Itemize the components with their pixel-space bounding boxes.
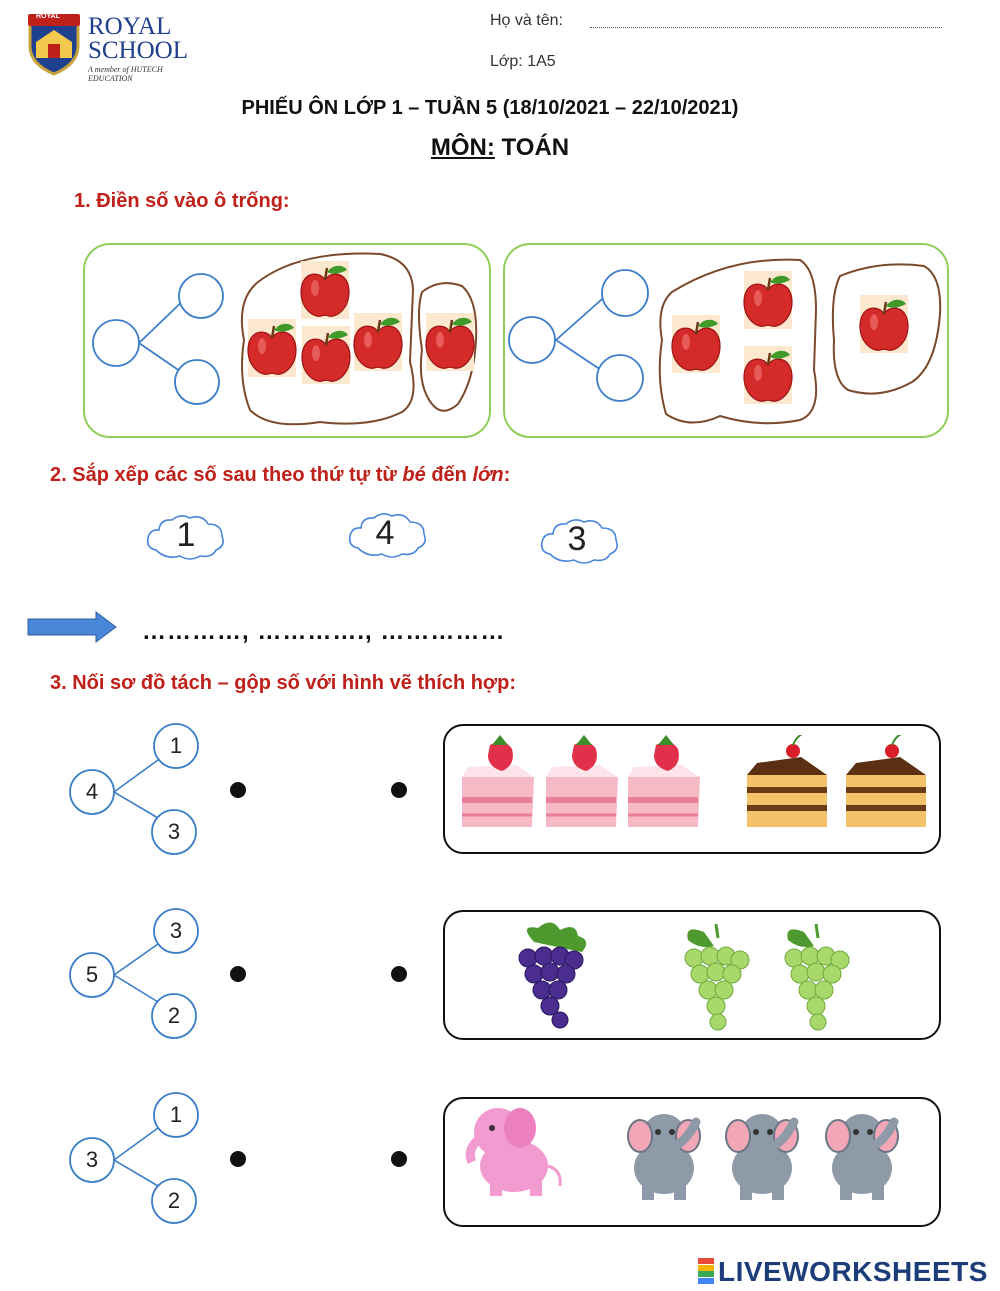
q3-d1-part-b: 3 bbox=[167, 819, 181, 844]
q2-word-large: lớn bbox=[472, 464, 504, 486]
q3-d1-part-a: 1 bbox=[169, 733, 183, 758]
q3-picture-3 bbox=[450, 1104, 935, 1220]
strawberry-cake-icon bbox=[546, 735, 618, 827]
grey-elephant-icon bbox=[826, 1114, 898, 1200]
logo-subtitle: A member of HUTECH EDUCATION bbox=[88, 65, 163, 83]
logo-line1: ROYAL bbox=[88, 13, 172, 40]
q2-number-1: 1 bbox=[176, 516, 196, 554]
q2-word-small: bé bbox=[402, 464, 426, 486]
q3-right-dot-2[interactable] bbox=[391, 966, 407, 982]
strawberry-cake-icon bbox=[462, 735, 534, 827]
grey-elephant-icon bbox=[726, 1114, 798, 1200]
q3-d3-part-a: 1 bbox=[169, 1102, 183, 1127]
q2-title: 2. Sắp xếp các số sau theo thứ tự từ bé đến lớn: bbox=[50, 464, 511, 486]
q3-d3-part-b: 2 bbox=[167, 1188, 181, 1213]
logo-badge-text: ROYAL bbox=[36, 13, 60, 20]
q3-d2-part-a: 3 bbox=[169, 918, 183, 943]
chocolate-cake-icon bbox=[747, 735, 827, 827]
q3-title: 3. Nối sơ đồ tách – gộp số với hình vẽ thích hợp: bbox=[50, 672, 517, 694]
subject-label: MÔN: bbox=[430, 134, 495, 161]
logo-line2: SCHOOL bbox=[88, 37, 189, 64]
q3-left-dot-3[interactable] bbox=[230, 1151, 246, 1167]
q2-number-3: 3 bbox=[567, 520, 587, 558]
q3-left-dot-2[interactable] bbox=[230, 966, 246, 982]
q2-answer-field[interactable]: …………, …………., …………… bbox=[142, 618, 506, 645]
green-grapes-icon bbox=[685, 924, 749, 1030]
q3-d2-whole: 5 bbox=[85, 962, 99, 987]
pink-elephant-icon bbox=[470, 1108, 560, 1196]
q3-left-dot-1[interactable] bbox=[230, 782, 246, 798]
strawberry-cake-icon bbox=[628, 735, 700, 827]
q1-title: 1. Điền số vào ô trống: bbox=[74, 190, 290, 212]
green-grapes-icon bbox=[785, 924, 849, 1030]
q3-d2-part-b: 2 bbox=[167, 1003, 181, 1028]
q3-picture-2 bbox=[450, 918, 935, 1034]
q3-right-dot-3[interactable] bbox=[391, 1151, 407, 1167]
q3-picture-1 bbox=[450, 735, 935, 845]
subject-value: TOÁN bbox=[501, 134, 570, 161]
q2-number-2: 4 bbox=[375, 514, 395, 552]
chocolate-cake-icon bbox=[846, 735, 926, 827]
q3-d1-whole: 4 bbox=[85, 779, 99, 804]
class-label: Lớp: 1A5 bbox=[490, 53, 556, 70]
name-label: Họ và tên: bbox=[490, 12, 563, 29]
page-title: PHIẾU ÔN LỚP 1 – TUẦN 5 (18/10/2021 – 22/10/2021) bbox=[241, 97, 739, 119]
q3-d3-whole: 3 bbox=[85, 1147, 99, 1172]
q3-right-dot-1[interactable] bbox=[391, 782, 407, 798]
grey-elephant-icon bbox=[628, 1114, 700, 1200]
live-badge-icon bbox=[698, 1258, 714, 1284]
liveworksheets-text: LIVEWORKSHEETS bbox=[718, 1256, 988, 1287]
purple-grapes-icon bbox=[519, 922, 586, 1028]
